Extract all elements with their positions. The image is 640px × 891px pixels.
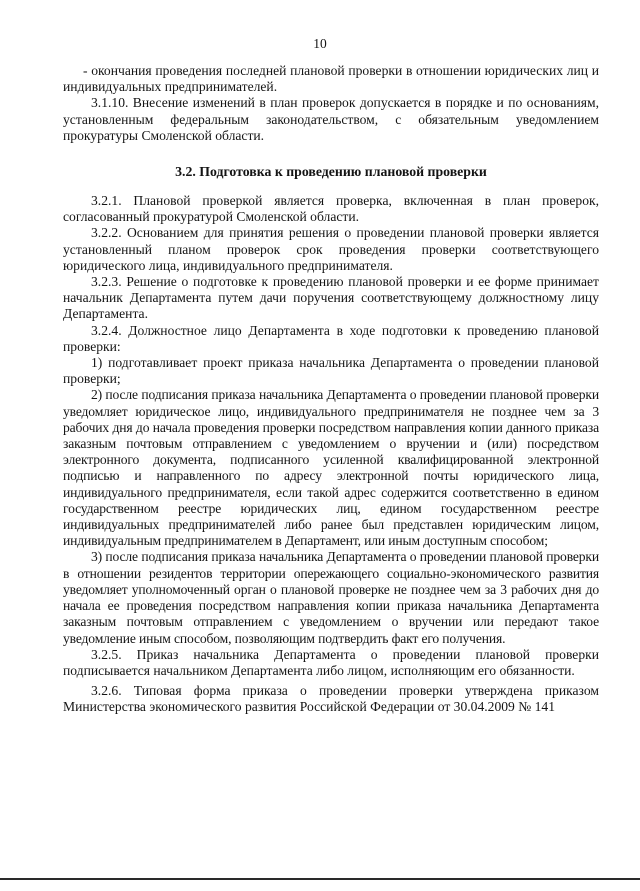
document-body	[63, 63, 599, 716]
section-title: 3.2. Подготовка к проведению плановой проверки	[175, 164, 487, 180]
list-item-3: 3) после подписания приказа начальника Департамента о проведении плановой проверки в отношении резидентов территории опережающего социально-экономического развития уведомляет уполномоченный орган о плановой проверке не позднее чем за 3 рабочих дня до начала ее проведения посредством направления копии приказа начальника Департамента заказным почтовым отправлением с уведомлением о вручении или передают такое уведомление иным способом, позволяющим подтвердить факт его получения.	[63, 549, 599, 646]
paragraph-3-2-6: 3.2.6. Типовая форма приказа о проведении проверки утверждена приказом Министерства экономического развития Российской Федерации от 30.04.2009 № 141	[63, 683, 599, 715]
list-item-1: 1) подготавливает проект приказа начальника Департамента о проведении плановой проверки;	[63, 355, 599, 387]
paragraph-3-2-1: 3.2.1. Плановой проверкой является проверка, включенная в план проверок, согласованный прокуратурой Смоленской области.	[63, 193, 599, 225]
page-bottom-rule	[0, 878, 640, 880]
paragraph-3-1-10: 3.1.10. Внесение изменений в план проверок допускается в порядке и по основаниям, установленным федеральным законодательством, с обязательным уведомлением прокуратуры Смоленской области.	[63, 95, 599, 143]
paragraph-3-2-3: 3.2.3. Решение о подготовке к проведению плановой проверки и ее форме принимает начальник Департамента путем дачи поручения соответствующему должностному лицу Департамента.	[63, 274, 599, 322]
list-item-2: 2) после подписания приказа начальника Департамента о проведении плановой проверки уведомляет юридическое лицо, индивидуального предпринимателя не позднее чем за 3 рабочих дня до начала проведения проверки посредством направления копии данного приказа заказным почтовым отправлением с уведомлением о вручении и (или) посредством электронного документа, подписанного усиленной квалифицированной электронной подписью и направленного по адресу электронной почты юридического лица, индивидуального предпринимателя, если такой адрес содержится соответственно в едином государственном реестре юридических лиц, едином государственном реестре индивидуальных предпринимателей либо ранее был представлен юридическим лицом, индивидуальным предпринимателем в Департамент, или иным доступным способом;	[63, 387, 599, 549]
paragraph-item-end-of-inspection: - окончания проведения последней плановой проверки в отношении юридических лиц и индивидуальных предпринимателей.	[63, 63, 599, 95]
paragraph-3-2-5: 3.2.5. Приказ начальника Департамента о проведении плановой проверки подписывается начальником Департамента либо лицом, исполняющим его обязанности.	[63, 646, 599, 678]
paragraph-3-2-4: 3.2.4. Должностное лицо Департамента в ходе подготовки к проведению плановой проверки:	[63, 322, 599, 354]
page-number: 10	[313, 36, 327, 51]
paragraph-3-2-2: 3.2.2. Основанием для принятия решения о проведении плановой проверки является установленный планом проверок срок проведения проверки соответствующего юридического лица, индивидуального предпринимателя.	[63, 225, 599, 273]
